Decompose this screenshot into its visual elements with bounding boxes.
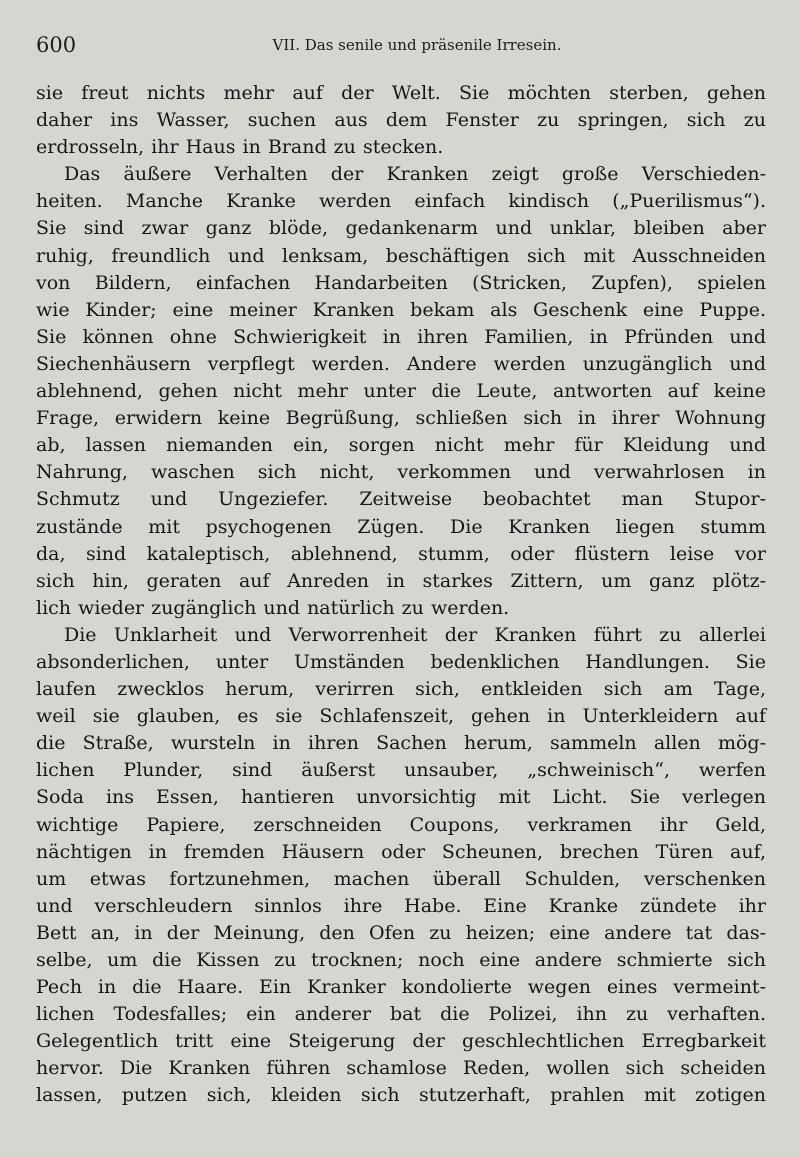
text-line: absonderlichen, unter Umständen bedenklichen Handlungen. Sie xyxy=(36,650,766,673)
text-line: sich hin, geraten auf Anreden in starkes Zittern, um ganz plötz- xyxy=(36,569,766,592)
text-line: von Bildern, einfachen Handarbeiten (Stricken, Zupfen), spielen xyxy=(36,271,766,294)
text-line: weil sie glauben, es sie Schlafenszeit, gehen in Unterkleidern auf xyxy=(36,705,766,728)
text-line: laufen zwecklos herum, verirren sich, entkleiden sich am Tage, xyxy=(36,678,766,701)
text-line: nächtigen in fremden Häusern oder Scheunen, brechen Türen auf, xyxy=(36,840,766,863)
text-line: Frage, erwidern keine Begrüßung, schließen sich in ihrer Wohnung xyxy=(36,407,766,430)
text-line: ab, lassen niemanden ein, sorgen nicht mehr für Kleidung und xyxy=(36,434,766,457)
running-head: VII. Das senile und präsenile Irresein. xyxy=(272,36,562,54)
text-line: um etwas fortzunehmen, machen überall Schulden, verschenken xyxy=(36,867,766,890)
text-line: und verschleudern sinnlos ihre Habe. Eine Kranke zündete ihr xyxy=(36,894,766,917)
text-line: Schmutz und Ungeziefer. Zeitweise beobachtet man Stupor- xyxy=(36,488,766,511)
page-number: 600 xyxy=(36,33,77,57)
text-line: ablehnend, gehen nicht mehr unter die Leute, antworten auf keine xyxy=(36,380,766,403)
text-line: Die Unklarheit und Verworrenheit der Kranken führt zu allerlei xyxy=(64,623,766,646)
text-line: Sie können ohne Schwierigkeit in ihren Familien, in Pfründen und xyxy=(36,325,766,348)
text-line: heiten. Manche Kranke werden einfach kindisch („Puerilismus“). xyxy=(36,190,766,213)
text-line: selbe, um die Kissen zu trocknen; noch eine andere schmierte sich xyxy=(36,949,766,971)
text-line: die Straße, wursteln in ihren Sachen herum, sammeln allen mög- xyxy=(36,732,766,755)
text-line: daher ins Wasser, suchen aus dem Fenster zu springen, sich zu xyxy=(36,109,766,132)
text-line: Das äußere Verhalten der Kranken zeigt große Verschieden- xyxy=(64,163,766,186)
text-line: hervor. Die Kranken führen schamlose Reden, wollen sich scheiden xyxy=(36,1057,766,1080)
text-line: da, sind kataleptisch, ablehnend, stumm, oder flüstern leise vor xyxy=(36,542,766,565)
text-line: erdrosseln, ihr Haus in Brand zu stecken. xyxy=(36,136,444,159)
text-line: lich wieder zugänglich und natürlich zu werden. xyxy=(36,596,510,619)
text-line: Pech in die Haare. Ein Kranker kondolierte wegen eines vermeint- xyxy=(36,976,766,999)
text-line: wichtige Papiere, zerschneiden Coupons, verkramen ihr Geld, xyxy=(36,813,766,836)
text-line: sie freut nichts mehr auf der Welt. Sie möchten sterben, gehen xyxy=(36,82,766,104)
text-line: Siechenhäusern verpflegt werden. Andere werden unzugänglich und xyxy=(36,352,766,375)
text-line: Nahrung, waschen sich nicht, verkommen und verwahrlosen in xyxy=(36,461,766,484)
text-line: Bett an, in der Meinung, den Ofen zu heizen; eine andere tat das- xyxy=(36,921,766,944)
text-line: lassen, putzen sich, kleiden sich stutzerhaft, prahlen mit zotigen xyxy=(36,1084,766,1107)
body-text xyxy=(36,80,766,1110)
text-line: ruhig, freundlich und lenksam, beschäftigen sich mit Ausschneiden xyxy=(36,244,766,267)
page-header xyxy=(36,33,764,59)
text-line: Gelegentlich tritt eine Steigerung der geschlechtlichen Erregbarkeit xyxy=(36,1030,766,1053)
text-line: zustände mit psychogenen Zügen. Die Kranken liegen stumm xyxy=(36,515,766,538)
text-line: wie Kinder; eine meiner Kranken bekam als Geschenk eine Puppe. xyxy=(36,298,766,321)
text-line: lichen Plunder, sind äußerst unsauber, „schweinisch“, werfen xyxy=(36,759,766,782)
text-line: Sie sind zwar ganz blöde, gedankenarm und unklar, bleiben aber xyxy=(36,217,766,240)
text-line: Soda ins Essen, hantieren unvorsichtig mit Licht. Sie verlegen xyxy=(36,786,766,809)
text-line: lichen Todesfalles; ein anderer bat die Polizei, ihn zu verhaften. xyxy=(36,1003,766,1026)
